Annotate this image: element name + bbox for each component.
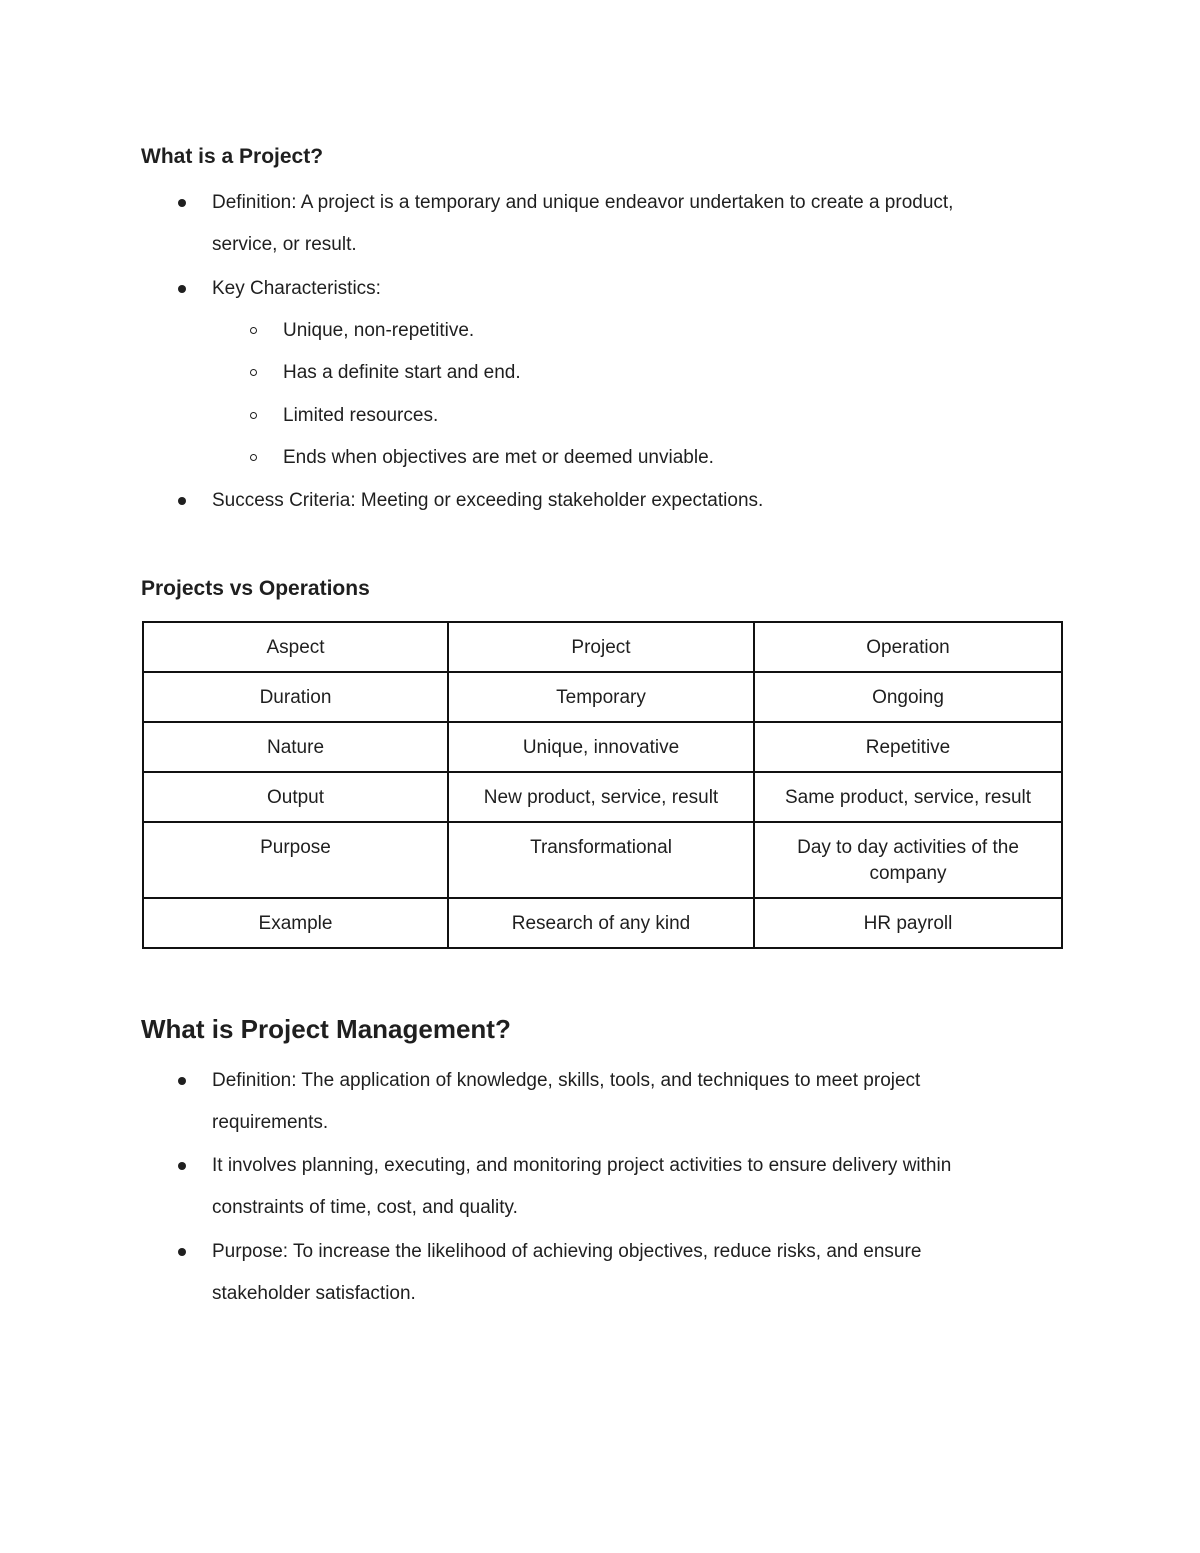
pm-bullet-line-2: requirements. [212,1112,329,1133]
characteristic-item: Ends when objectives are met or deemed unviable. [283,447,714,468]
table-cell: Nature [143,722,448,772]
table-cell: Day to day activities of the company [754,822,1062,898]
table-cell: Same product, service, result [754,772,1062,822]
table-header-cell: Aspect [143,622,448,672]
bullet-circle-icon [250,412,257,419]
table-cell: Ongoing [754,672,1062,722]
table-cell: Example [143,898,448,948]
table-row [143,722,1062,772]
table-row [143,898,1062,948]
table-header-cell: Operation [754,622,1062,672]
pm-bullet-line-2: stakeholder satisfaction. [212,1283,416,1304]
bullet-disc-icon [178,1162,186,1170]
table-cell: Repetitive [754,722,1062,772]
pm-bullet-line-1: It involves planning, executing, and monitoring project activities to ensure delivery within [212,1155,952,1176]
bullet-circle-icon [250,369,257,376]
bullet-disc-icon [178,285,186,293]
definition-line-2: service, or result. [212,234,357,255]
table-cell: Transformational [448,822,754,898]
success-criteria: Success Criteria: Meeting or exceeding stakeholder expectations. [212,490,764,511]
bullet-disc-icon [178,1077,186,1085]
table-cell: Temporary [448,672,754,722]
bullet-disc-icon [178,1248,186,1256]
pm-bullet-line-2: constraints of time, cost, and quality. [212,1197,518,1218]
definition-line-1: Definition: A project is a temporary and unique endeavor undertaken to create a product, [212,192,954,213]
table-row [143,822,1062,898]
heading-what-is-project-management: What is Project Management? [141,1014,511,1044]
table-header-cell: Project [448,622,754,672]
projects-vs-operations-table [142,621,1063,949]
table-cell: Purpose [143,822,448,898]
table-cell: HR payroll [754,898,1062,948]
table-cell: Output [143,772,448,822]
heading-projects-vs-operations: Projects vs Operations [141,577,370,600]
pm-bullet-line-1: Purpose: To increase the likelihood of achieving objectives, reduce risks, and ensure [212,1241,922,1262]
table-row [143,772,1062,822]
bullet-circle-icon [250,454,257,461]
characteristic-item: Limited resources. [283,405,439,426]
bullet-disc-icon [178,199,186,207]
bullet-circle-icon [250,327,257,334]
table-cell: New product, service, result [448,772,754,822]
table-cell: Research of any kind [448,898,754,948]
key-characteristics-label: Key Characteristics: [212,278,381,299]
table-cell: Duration [143,672,448,722]
bullet-disc-icon [178,497,186,505]
characteristic-item: Has a definite start and end. [283,362,521,383]
pm-bullet-line-1: Definition: The application of knowledge, skills, tools, and techniques to meet project [212,1070,921,1091]
table-cell: Unique, innovative [448,722,754,772]
characteristic-item: Unique, non-repetitive. [283,320,475,341]
table-header-row [143,622,1062,672]
table-row [143,672,1062,722]
heading-what-is-a-project: What is a Project? [141,145,324,168]
